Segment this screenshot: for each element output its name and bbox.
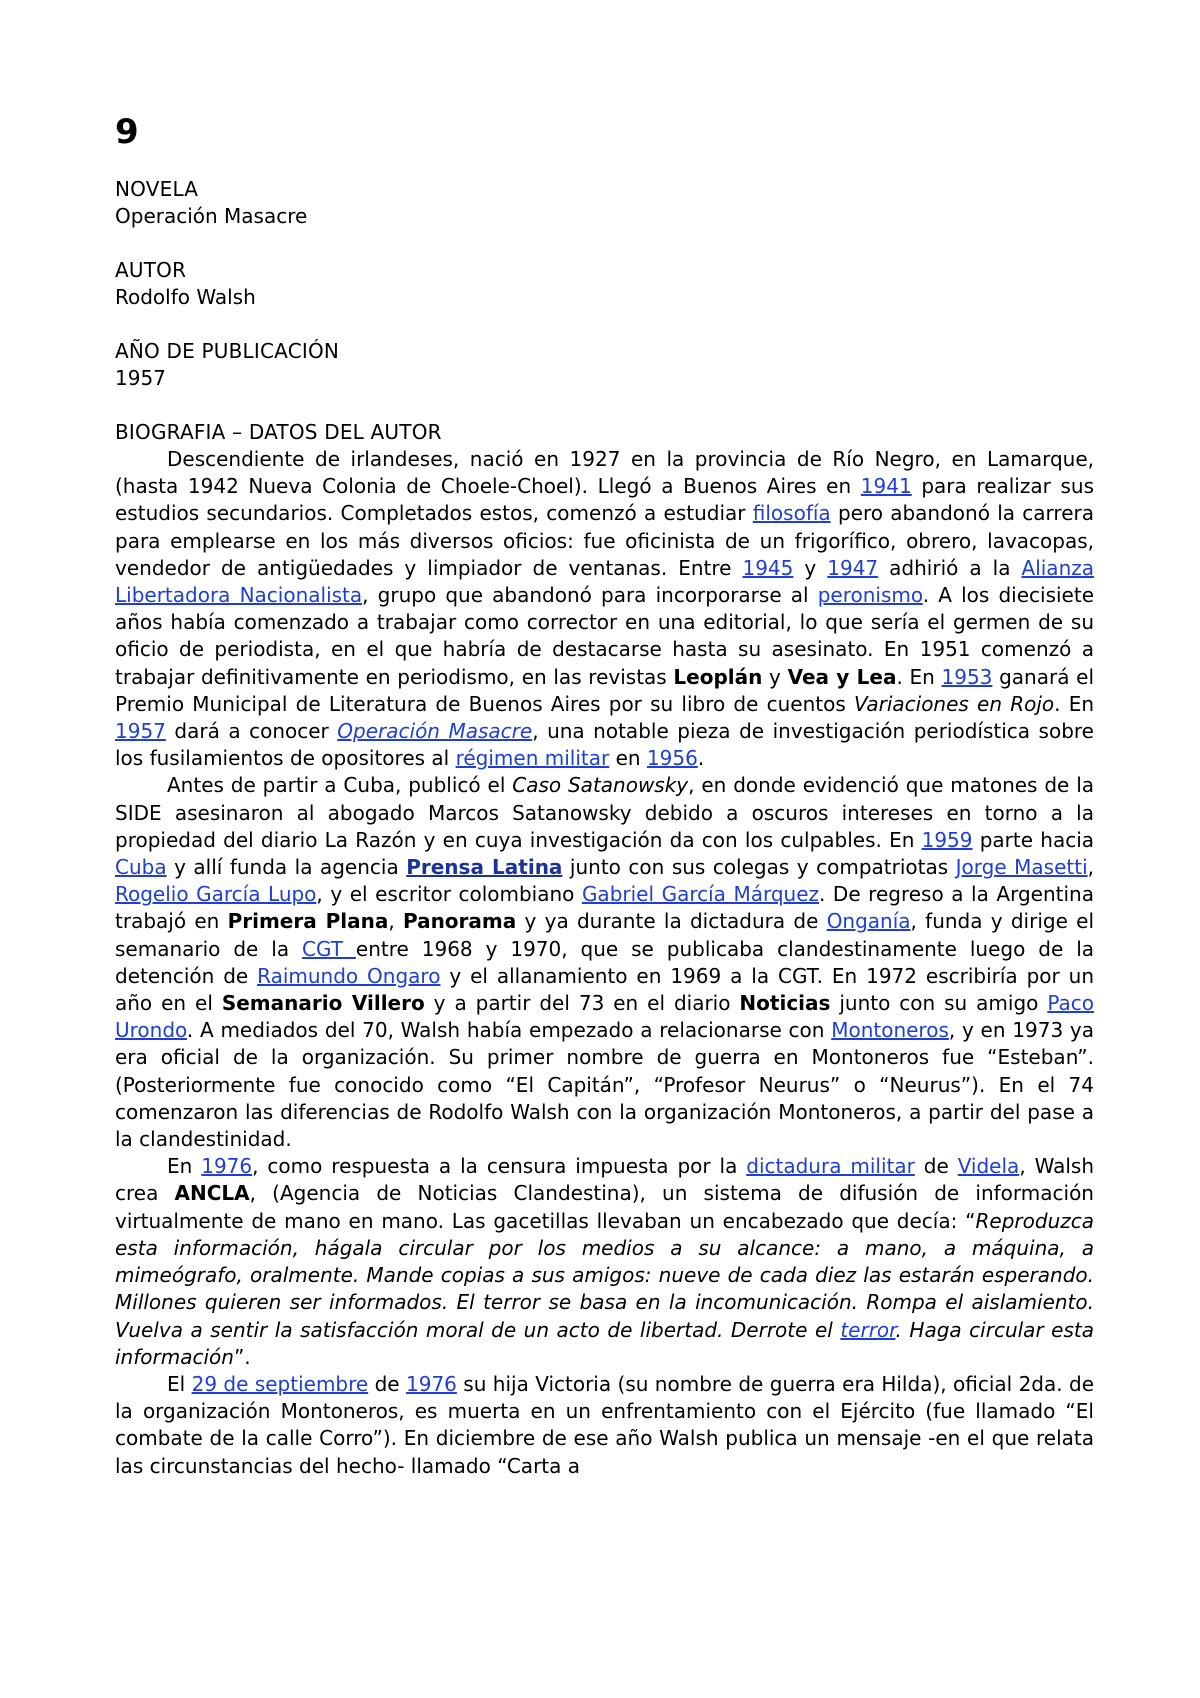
italic-caso-satanowsky: Caso Satanowsky <box>512 773 689 798</box>
text: , una notable pieza de investigación periodística sobre los fusilamientos de opositores al <box>115 719 1094 771</box>
link-prensa-latina[interactable]: Prensa Latina <box>406 855 563 880</box>
text: , <box>388 909 403 934</box>
link-cgt[interactable]: CGT <box>302 936 356 961</box>
link-paco-urondo[interactable]: Paco Urondo <box>115 991 1094 1043</box>
field-label: NOVELA <box>115 177 199 201</box>
link-terror[interactable]: terror <box>840 1317 896 1342</box>
bold-noticias: Noticias <box>739 991 831 1016</box>
link-1976-b[interactable]: 1976 <box>406 1371 457 1396</box>
italic-variaciones-en-rojo: Variaciones en Rojo <box>853 691 1055 716</box>
italic-quote-end: . Haga circular esta información <box>115 1317 1095 1369</box>
link-cuba[interactable]: Cuba <box>115 855 167 880</box>
link-1956[interactable]: 1956 <box>646 746 698 771</box>
link-gabriel-garcia-marquez[interactable]: Gabriel García Márquez <box>581 882 820 907</box>
text: Antes de partir a Cuba, publicó el <box>167 773 513 798</box>
link-29-de-septiembre[interactable]: 29 de septiembre <box>191 1371 369 1396</box>
link-1953[interactable]: 1953 <box>941 664 993 689</box>
bold-leoplan: Leoplán <box>673 664 763 689</box>
text: entre 1968 y 1970, que se publicaba clandestinamente luego de la detención de <box>115 936 1095 988</box>
link-1957[interactable]: 1957 <box>115 719 166 744</box>
link-ongania[interactable]: Onganía <box>826 909 911 934</box>
text: , y el escritor colombiano <box>316 882 582 907</box>
text: , y en 1973 ya era oficial de la organización. Su primer nombre de guerra en Montoneros fue “Esteban”. (Posteriormente fue conocido como “El Capitán”, “Profesor Neurus” o “Neurus”). En el 74 comenzaron las diferencias de Rodolfo Walsh con la organización Montoneros, a partir del pase a la clandestinidad. <box>115 1018 1095 1152</box>
text: , funda y dirige el semanario de la <box>115 909 1095 961</box>
field-label: AÑO DE PUBLICACIÓN <box>115 339 340 363</box>
text: , grupo que abandonó para incorporarse al <box>362 583 818 608</box>
link-jorge-masetti[interactable]: Jorge Masetti <box>955 855 1088 880</box>
field-label: AUTOR <box>115 258 187 282</box>
text: ganará el Premio Municipal de Literatura de Buenos Aires por su libro de cuentos <box>115 664 1094 716</box>
link-1976[interactable]: 1976 <box>201 1154 253 1179</box>
link-montoneros[interactable]: Montoneros <box>831 1018 949 1043</box>
link-filosofia[interactable]: filosofía <box>752 501 831 526</box>
text: . <box>697 746 705 771</box>
text: y ya durante la dictadura de <box>516 909 827 934</box>
link-operacion-masacre[interactable]: Operación Masacre <box>337 719 533 744</box>
text: adhirió a la <box>878 555 1022 580</box>
bio-paragraph-3 <box>115 1153 1094 1371</box>
text: , como respuesta a la censura impuesta por la <box>252 1154 747 1179</box>
text: y a partir del 73 en el diario <box>424 991 740 1016</box>
italic-quote: Reproduzca esta información, hágala circular por los medios a su alcance: a mano, a máquina, a mimeógrafo, oralmente. Mande copias a sus amigos: nueve de cada diez las estarán esperando. Millones quieren ser informados. El terror se basa en la incomunicación. Rompa el aislamiento. Vuelva a sentir la satisfacción moral de un acto de libertad. Derrote el <box>115 1208 1094 1342</box>
text: , en donde evidenció que matones de la SIDE asesinaron al abogado Marcos Satanowsky debido a oscuros intereses en torno a la propiedad del diario La Razón y en cuya investigación da con los culpables. En <box>115 773 1095 852</box>
link-videla[interactable]: Videla <box>957 1154 1020 1179</box>
text: de <box>368 1371 406 1396</box>
text: ”. <box>233 1344 251 1369</box>
text: en <box>609 746 647 771</box>
link-dictadura-militar[interactable]: dictadura militar <box>746 1154 915 1179</box>
link-1947[interactable]: 1947 <box>827 555 879 580</box>
text: . En <box>1054 691 1095 716</box>
text: pero abandonó la carrera para emplearse en los más diversos oficios: fue oficinista de un frigorífico, obrero, lavacopas, vendedor de antigüedades y limpiador de ventanas. Entre <box>115 501 1094 580</box>
text: , <box>1087 855 1094 880</box>
text: . De regreso a la Argentina trabajó en <box>115 882 1094 934</box>
field-value: Rodolfo Walsh <box>115 285 256 309</box>
bold-primera-plana: Primera Plana <box>227 909 389 934</box>
link-rogelio-garcia-lupo[interactable]: Rogelio García Lupo <box>115 882 317 907</box>
link-regimen-militar[interactable]: régimen militar <box>455 746 610 771</box>
text: El <box>167 1371 192 1396</box>
field-autor <box>115 257 1094 311</box>
link-1945[interactable]: 1945 <box>742 555 794 580</box>
field-value: Operación Masacre <box>115 204 308 228</box>
link-alianza-libertadora[interactable]: Alianza Libertadora Nacionalista <box>115 555 1094 608</box>
bold-ancla: ANCLA <box>174 1181 250 1206</box>
link-raimundo-ongaro[interactable]: Raimundo Ongaro <box>257 963 441 988</box>
text: de <box>914 1154 958 1179</box>
text: su hija Victoria (su nombre de guerra era Hilda), oficial 2da. de la organización Montoneros, es muerta en un enfrentamiento con el Ejército (fue llamado “El combate de la calle Corro”). En diciembre de ese año Walsh publica un mensaje -en el que relata las circunstancias del hecho- llamado “Carta a <box>115 1371 1094 1478</box>
biography-heading: BIOGRAFIA – DATOS DEL AUTOR <box>115 420 442 444</box>
text: y el allanamiento en 1969 a la CGT. En 1972 escribiría por un año en el <box>115 963 1095 1016</box>
text: , Walsh crea <box>115 1154 1094 1206</box>
bold-semanario-villero: Semanario Villero <box>221 991 425 1016</box>
field-anio <box>115 338 1094 392</box>
link-peronismo[interactable]: peronismo <box>817 583 923 608</box>
text: y <box>793 555 828 580</box>
text: parte hacia <box>972 827 1095 852</box>
text: dará a conocer <box>165 719 338 744</box>
bold-panorama: Panorama <box>402 909 517 934</box>
text: . A mediados del 70, Walsh había empezado a relacionarse con <box>186 1018 832 1043</box>
bold-vea-y-lea: Vea y Lea <box>787 664 897 689</box>
page-number: 9 <box>115 112 139 152</box>
text: . A los diecisiete años había comenzado a trabajar como corrector en una editorial, lo que sería el germen de su oficio de periodista, en el que habría de destacarse hasta su asesinato. En 1951 comenzó a trabajar definitivamente en periodismo, en las revistas <box>115 583 1094 689</box>
text: y allí funda la agencia <box>166 855 407 880</box>
bio-paragraph-1 <box>115 446 1094 772</box>
bio-paragraph-2 <box>115 772 1094 1153</box>
text: junto con su amigo <box>830 991 1048 1016</box>
field-novela <box>115 176 1094 230</box>
text: y <box>762 664 788 689</box>
text: En <box>167 1154 202 1179</box>
text: , (Agencia de Noticias Clandestina), un sistema de difusión de información virtualmente de mano en mano. Las gacetillas llevaban un encabezado que decía: “ <box>115 1181 1094 1233</box>
bio-paragraph-4 <box>115 1371 1094 1480</box>
link-1959[interactable]: 1959 <box>921 827 973 852</box>
text: . En <box>896 664 942 689</box>
field-value: 1957 <box>115 366 166 390</box>
text: Descendiente de irlandeses, nació en 1927 en la provincia de Río Negro, en Lamarque, (hasta 1942 Nueva Colonia de Choele-Choel). Llegó a Buenos Aires en <box>115 447 1094 499</box>
text: junto con sus colegas y compatriotas <box>562 855 956 880</box>
link-1941[interactable]: 1941 <box>860 474 912 499</box>
text: para realizar sus estudios secundarios. Completados estos, comenzó a estudiar <box>115 474 1094 526</box>
